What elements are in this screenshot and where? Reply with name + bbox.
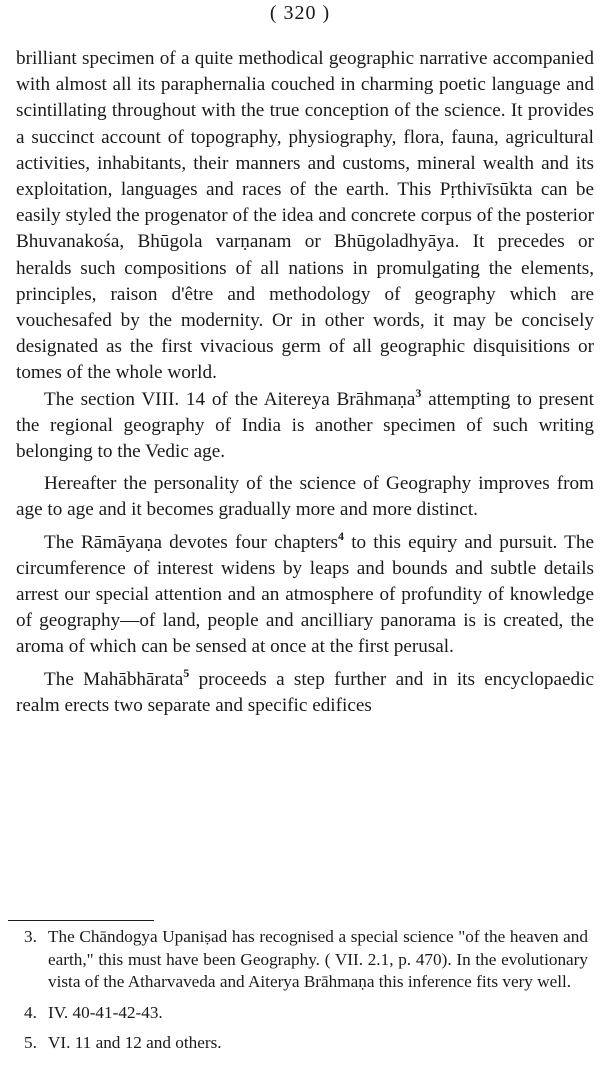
footnote-3 (4, 926, 588, 994)
footnote-number: 5. (24, 1033, 37, 1052)
paragraph-text: The Rāmāyaṇa devotes four chapters (44, 531, 339, 553)
footnote-number: 3. (24, 927, 37, 946)
paragraph-mahabharata (16, 667, 594, 719)
paragraph-text: The Mahābhārata (44, 668, 184, 690)
footnote-ref-3: 3 (415, 385, 422, 400)
paragraph-text: attempting to present the regional geography of India is another specimen of such writing belonging to the Vedic age. (16, 388, 594, 463)
footnote-ref-5: 5 (183, 665, 190, 680)
footnote-ref-4: 4 (338, 528, 345, 543)
paragraph-ramayana (16, 530, 594, 661)
paragraph-text: proceeds a step further and in its encyclopaedic realm erects two separate and specific edifices (16, 668, 594, 716)
footnote-divider (8, 920, 154, 921)
main-text (16, 46, 594, 719)
page-number: ( 320 ) (269, 2, 331, 24)
paragraph-continuation: brilliant specimen of a quite methodical geographic narrative accompanied with almost all its paraphernalia couched in charming poetic language and scintillating throughout with the true conception of the science. It provides a succinct account of topography, physiography, flora, fauna, agricultural activities, inhabitants, their manners and customs, mineral wealth and its exploitation, languages and races of the earth. This Pṛthivīsūkta can be easily styled the progenator of the idea and concrete corpus of the posterior Bhuvanakośa, Bhūgola varṇanam or Bhūgoladhyāya. It precedes or heralds such compositions of all nations in promulgating the elements, principles, raison d'être and methodology of geography which are vouchesafed by the modernity. Or in other words, it may be concisely designated as the first vivacious germ of all geographic disquisitions or tomes of the whole world. (16, 48, 594, 384)
footnote-text: IV. 40-41-42-43. (48, 1002, 163, 1022)
footnote-number: 4. (24, 1002, 37, 1022)
paragraph-aitereya (16, 387, 594, 466)
paragraph-hereafter: Hereafter the personality of the science of Geography improves from age to age and it becomes gradually more and more distinct. (16, 473, 594, 521)
footnote-5 (4, 1032, 588, 1055)
footnote-4 (4, 1002, 588, 1025)
footnotes (4, 926, 588, 1055)
paragraph-text: The section VIII. 14 of the Aitereya Brāhmaṇa (44, 388, 416, 410)
footnote-text: VI. 11 and 12 and others. (48, 1033, 222, 1052)
footnote-text: The Chāndogya Upaniṣad has recognised a special science "of the heaven and earth," this must have been Geography. ( VII. 2.1, p. 470). In the evolutionary vista of the Atharvaveda and Aiterya Brāhmaṇa this inference fits very well. (48, 927, 588, 991)
paragraph-text: to this equiry and pursuit. The circumference of interest widens by leaps and bounds and subtle details arrest our special attention and an atmosphere of profundity of knowledge of geography—of land, people and ancilliary panorama is is created, the aroma of which can be sensed at once at the first perusal. (16, 531, 595, 658)
